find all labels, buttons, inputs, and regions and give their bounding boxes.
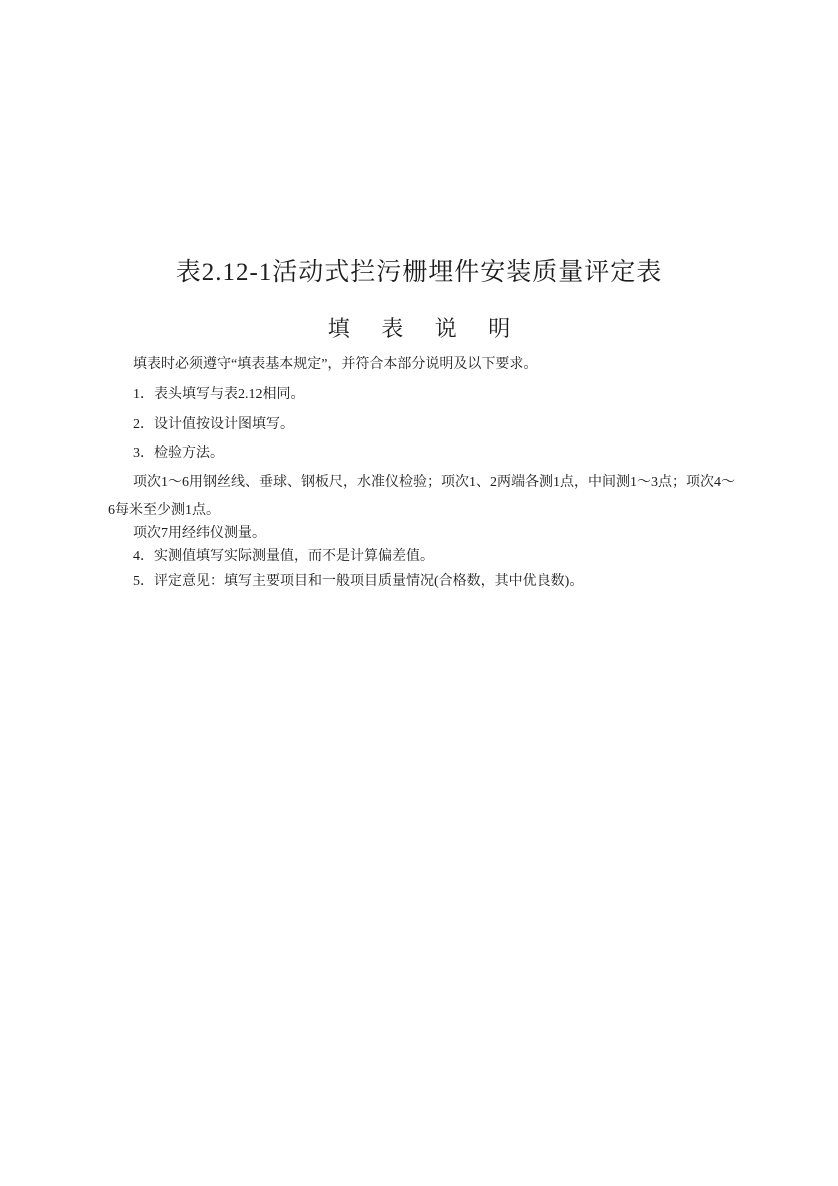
document-body — [108, 355, 735, 592]
paragraph-method-line2: 6每米至少测1点。 — [108, 503, 220, 518]
paragraph-method-line3: 项次7用经纬仪测量。 — [133, 526, 266, 541]
document-title: 表2.12-1活动式拦污栅埋件安装质量评定表 — [175, 259, 663, 286]
paragraph-method-line1: 项次1～6用钢丝线、垂球、钢板尺，水准仪检验；项次1、2两端各测1点，中间测1～3点；项次4～ — [133, 475, 735, 490]
paragraph-intro: 填表时必须遵守“填表基本规定”，并符合本部分说明及以下要求。 — [133, 357, 538, 372]
list-item-4: 4．实测值填写实际测量值，而不是计算偏差值。 — [133, 549, 434, 564]
list-item-2: 2．设计值按设计图填写。 — [133, 417, 294, 432]
list-item-3: 3．检验方法。 — [133, 446, 224, 461]
document-subtitle: 填 表 说 明 — [327, 316, 511, 341]
list-item-5: 5．评定意见：填写主要项目和一般项目质量情况(合格数，其中优良数)。 — [133, 574, 584, 589]
list-item-1: 1．表头填写与表2.12相同。 — [133, 387, 305, 402]
